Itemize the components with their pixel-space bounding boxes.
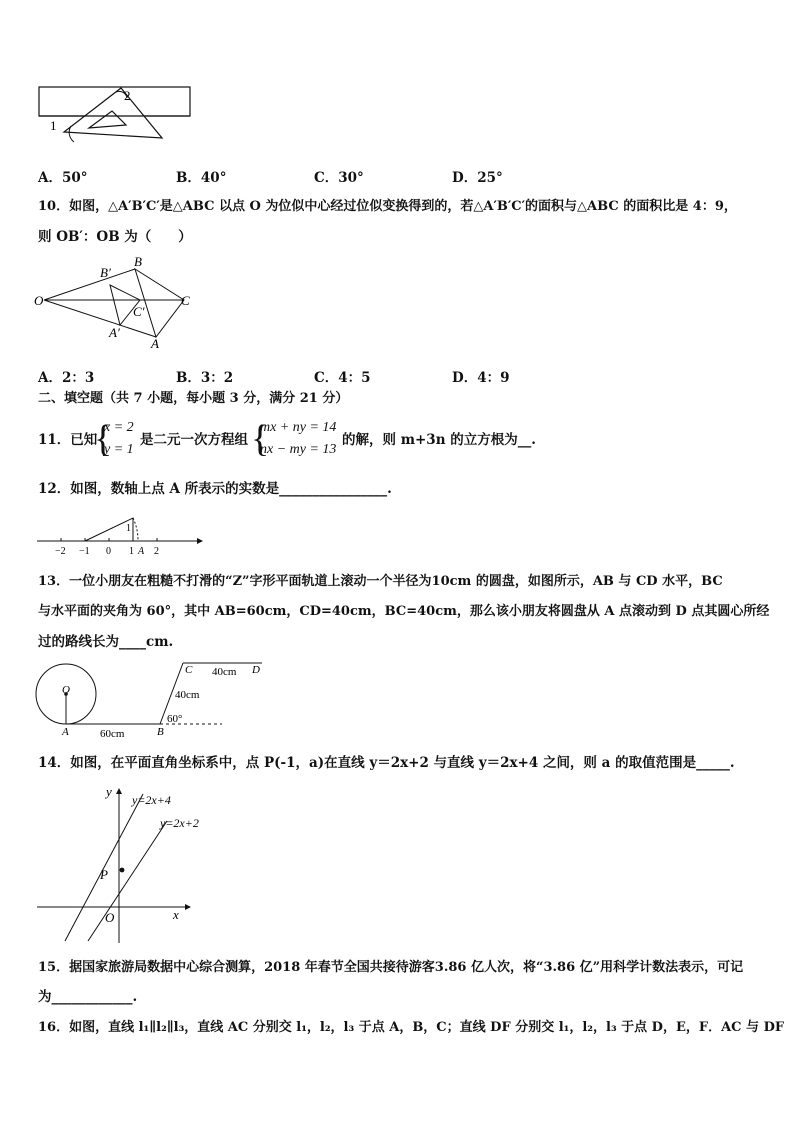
set-square-outer bbox=[64, 88, 162, 138]
q10-line2: 则 OB′：OB 为（ ） bbox=[38, 229, 192, 245]
label-one: 1 bbox=[126, 523, 131, 534]
q13-line3: 过的路线长为____cm. bbox=[38, 634, 174, 650]
label-y-axis: y bbox=[106, 784, 112, 799]
tick-label-2: 2 bbox=[154, 546, 159, 557]
q16-text: 16．如图，直线 l₁∥l₂∥l₃，直线 AC 分别交 l₁，l₂，l₃ 于点 A，B，C；直线 DF 分别交 l₁，l₂，l₃ 于点 D，E，F．AC 与 DF bbox=[38, 1020, 785, 1035]
q11-sys1-eq2: y = 1 bbox=[104, 442, 134, 457]
label-bc-length: 40cm bbox=[175, 689, 200, 701]
q10-option-a: A．2：3 bbox=[38, 370, 95, 386]
q12-text: 12．如图，数轴上点 A 所表示的实数是________________. bbox=[38, 481, 392, 497]
label-a: A bbox=[151, 336, 159, 351]
angle-label-1: 1 bbox=[50, 118, 57, 133]
label-b-prime: B′ bbox=[100, 265, 111, 280]
label-d: D bbox=[252, 664, 260, 676]
tick-label-1: 1 bbox=[129, 546, 134, 557]
label-p: P bbox=[100, 867, 108, 882]
label-o: O bbox=[62, 684, 70, 696]
q9-option-a: A．50° bbox=[38, 170, 88, 186]
brace-1: { bbox=[94, 418, 113, 460]
label-line-upper: y=2x+4 bbox=[132, 793, 171, 807]
q10-line1: 10．如图，△A′B′C′是△ABC 以点 O 为位似中心经过位似变换得到的，若△A′B′C′的面积与△ABC 的面积比是 4：9， bbox=[38, 199, 737, 214]
q12-number-line bbox=[35, 508, 205, 558]
q9-option-c: C．30° bbox=[314, 170, 364, 186]
tick-label-0: 0 bbox=[106, 546, 111, 557]
q15-line1: 15．据国家旅游局数据中心综合测算，2018 年春节全国共接待游客3.86 亿人次，将“3.86 亿”用科学计数法表示，可记 bbox=[38, 960, 744, 975]
q9-option-d: D．25° bbox=[452, 170, 503, 186]
q11-middle: 是二元一次方程组 bbox=[140, 432, 248, 448]
label-x-axis: x bbox=[173, 907, 179, 922]
label-b: B bbox=[134, 254, 142, 269]
q11-sys2-eq2: nx − my = 13 bbox=[260, 442, 337, 457]
label-angle: 60° bbox=[167, 713, 183, 725]
brace-2: { bbox=[251, 418, 270, 460]
q13-figure bbox=[30, 655, 270, 740]
q14-text: 14．如图，在平面直角坐标系中，点 P(-1，a)在直线 y＝2x+2 与直线 y＝2x+4 之间，则 a 的取值范围是_____. bbox=[38, 755, 735, 771]
q15-line2: 为____________. bbox=[38, 989, 138, 1005]
q14-figure bbox=[35, 782, 225, 947]
label-line-lower: y=2x+2 bbox=[160, 816, 199, 830]
q11-sys2-eq1: mx + ny = 14 bbox=[260, 420, 337, 435]
q11-suffix: 的解，则 m+3n 的立方根为__. bbox=[342, 432, 536, 448]
q10-option-b: B．3：2 bbox=[176, 370, 234, 386]
label-a: A bbox=[62, 726, 69, 738]
label-a: A bbox=[138, 546, 145, 557]
label-c: C bbox=[181, 293, 190, 308]
q13-line1: 13．一位小朋友在粗糙不打滑的“Z”字形平面轨道上滚动一个半径为10cm 的圆盘，如图所示，AB 与 CD 水平，BC bbox=[38, 574, 723, 589]
q9-figure bbox=[30, 80, 200, 155]
q10-option-d: D．4：9 bbox=[452, 370, 510, 386]
label-o: O bbox=[34, 293, 44, 308]
q11-prefix: 11．已知 bbox=[38, 432, 98, 448]
angle-label-2: 2 bbox=[124, 88, 131, 103]
q10-figure bbox=[30, 250, 210, 355]
label-cd-length: 40cm bbox=[212, 666, 237, 678]
label-origin: O bbox=[105, 910, 115, 925]
tick-label-neg1: −1 bbox=[79, 546, 90, 557]
q11 bbox=[38, 418, 758, 462]
label-b: B bbox=[157, 726, 164, 738]
q10-option-c: C．4：5 bbox=[314, 370, 371, 386]
tick-label-neg2: −2 bbox=[55, 546, 66, 557]
label-a-prime: A′ bbox=[109, 325, 120, 340]
q13-line2: 与水平面的夹角为 60°，其中 AB=60cm，CD=40cm，BC=40cm，那么该小朋友将圆盘从 A 点滚动到 D 点其圆心所经 bbox=[38, 604, 770, 619]
label-c: C bbox=[185, 664, 193, 676]
section-2-heading: 二、填空题（共 7 小题，每小题 3 分，满分 21 分） bbox=[38, 391, 349, 406]
label-ab-length: 60cm bbox=[100, 728, 125, 740]
label-c-prime: C′ bbox=[133, 304, 145, 319]
q9-option-b: B．40° bbox=[176, 170, 227, 186]
q11-sys1-eq1: x = 2 bbox=[104, 420, 134, 435]
